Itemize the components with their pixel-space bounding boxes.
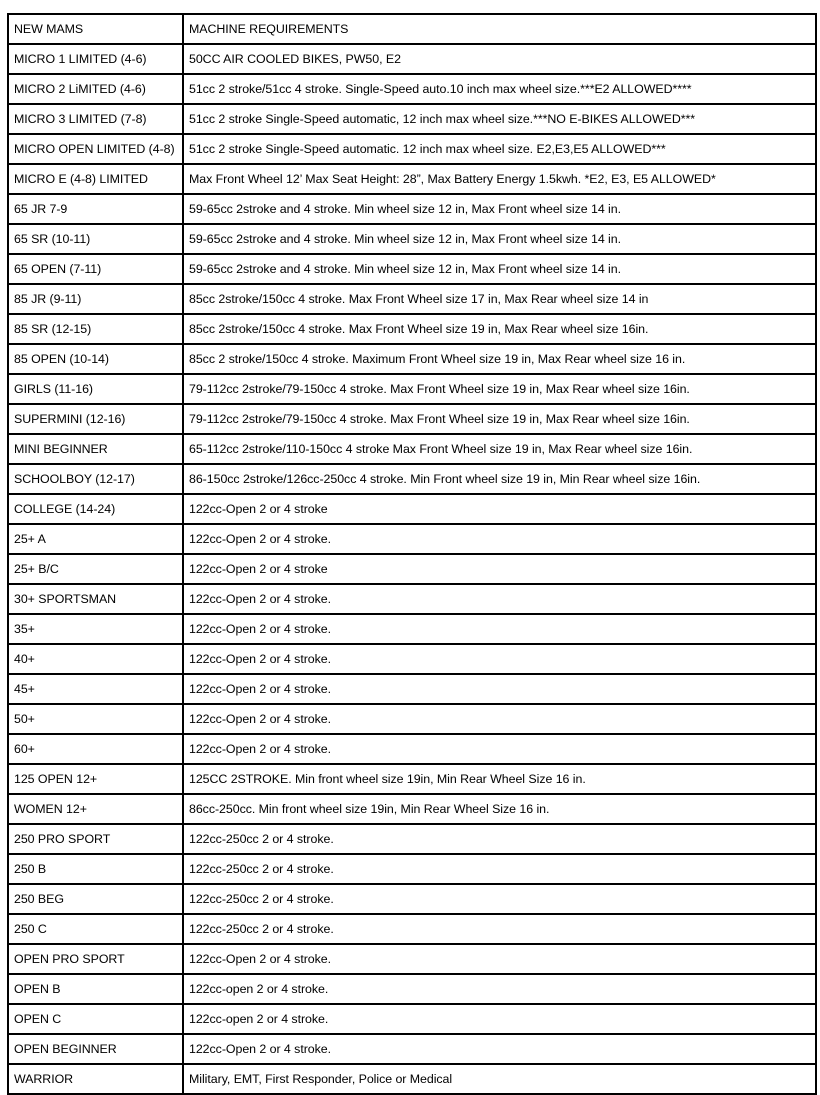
table-row	[8, 1034, 816, 1064]
cell-category: 35+	[8, 614, 183, 644]
cell-category: MICRO OPEN LIMITED (4-8)	[8, 134, 183, 164]
column-header-category: NEW MAMS	[8, 14, 183, 44]
cell-category: 250 BEG	[8, 884, 183, 914]
table-row	[8, 314, 816, 344]
table-row	[8, 164, 816, 194]
cell-requirements: 122cc-Open 2 or 4 stroke.	[183, 944, 816, 974]
table-row	[8, 674, 816, 704]
table-row	[8, 1064, 816, 1094]
table-row	[8, 764, 816, 794]
cell-category: 250 PRO SPORT	[8, 824, 183, 854]
cell-requirements: 50CC AIR COOLED BIKES, PW50, E2	[183, 44, 816, 74]
cell-requirements: 122cc-Open 2 or 4 stroke.	[183, 1034, 816, 1064]
cell-category: GIRLS (11-16)	[8, 374, 183, 404]
cell-category: MICRO E (4-8) LIMITED	[8, 164, 183, 194]
table-row	[8, 434, 816, 464]
table-row	[8, 44, 816, 74]
cell-category: 125 OPEN 12+	[8, 764, 183, 794]
table-row	[8, 74, 816, 104]
cell-requirements: 122cc-Open 2 or 4 stroke.	[183, 674, 816, 704]
cell-category: 50+	[8, 704, 183, 734]
cell-category: 65 OPEN (7-11)	[8, 254, 183, 284]
cell-category: 85 JR (9-11)	[8, 284, 183, 314]
table-header-row	[8, 14, 816, 44]
cell-requirements: 122cc-Open 2 or 4 stroke.	[183, 644, 816, 674]
table-row	[8, 824, 816, 854]
machine-requirements-table	[7, 13, 817, 1095]
table-row	[8, 794, 816, 824]
column-header-requirements: MACHINE REQUIREMENTS	[183, 14, 816, 44]
table-body	[8, 14, 816, 1094]
table-row	[8, 734, 816, 764]
table-row	[8, 974, 816, 1004]
cell-category: MICRO 3 LIMITED (7-8)	[8, 104, 183, 134]
table-row	[8, 104, 816, 134]
cell-category: 85 OPEN (10-14)	[8, 344, 183, 374]
cell-category: MICRO 2 LiMITED (4-6)	[8, 74, 183, 104]
cell-requirements: 122cc-250cc 2 or 4 stroke.	[183, 914, 816, 944]
cell-requirements: 79-112cc 2stroke/79-150cc 4 stroke. Max Front Wheel size 19 in, Max Rear wheel size 16in.	[183, 404, 816, 434]
cell-requirements: 122cc-250cc 2 or 4 stroke.	[183, 854, 816, 884]
cell-category: 25+ A	[8, 524, 183, 554]
cell-category: 45+	[8, 674, 183, 704]
cell-category: SUPERMINI (12-16)	[8, 404, 183, 434]
table-row	[8, 914, 816, 944]
cell-requirements: 122cc-250cc 2 or 4 stroke.	[183, 884, 816, 914]
cell-category: 250 C	[8, 914, 183, 944]
cell-category: 65 SR (10-11)	[8, 224, 183, 254]
table-row	[8, 554, 816, 584]
cell-requirements: 85cc 2stroke/150cc 4 stroke. Max Front Wheel size 17 in, Max Rear wheel size 14 in	[183, 284, 816, 314]
cell-category: MINI BEGINNER	[8, 434, 183, 464]
cell-requirements: 59-65cc 2stroke and 4 stroke. Min wheel size 12 in, Max Front wheel size 14 in.	[183, 194, 816, 224]
table-row	[8, 584, 816, 614]
cell-requirements: 122cc-Open 2 or 4 stroke.	[183, 584, 816, 614]
cell-category: MICRO 1 LIMITED (4-6)	[8, 44, 183, 74]
cell-requirements: 122cc-Open 2 or 4 stroke.	[183, 524, 816, 554]
table-row	[8, 524, 816, 554]
cell-requirements: 85cc 2 stroke/150cc 4 stroke. Maximum Front Wheel size 19 in, Max Rear wheel size 16 in.	[183, 344, 816, 374]
cell-requirements: 122cc-Open 2 or 4 stroke	[183, 494, 816, 524]
cell-requirements: 125CC 2STROKE. Min front wheel size 19in, Min Rear Wheel Size 16 in.	[183, 764, 816, 794]
cell-requirements: 122cc-Open 2 or 4 stroke.	[183, 614, 816, 644]
cell-requirements: 122cc-open 2 or 4 stroke.	[183, 1004, 816, 1034]
cell-requirements: 86cc-250cc. Min front wheel size 19in, Min Rear Wheel Size 16 in.	[183, 794, 816, 824]
cell-requirements: 59-65cc 2stroke and 4 stroke. Min wheel size 12 in, Max Front wheel size 14 in.	[183, 224, 816, 254]
cell-requirements: 51cc 2 stroke Single-Speed automatic, 12 inch max wheel size.***NO E-BIKES ALLOWED***	[183, 104, 816, 134]
cell-category: 65 JR 7-9	[8, 194, 183, 224]
cell-requirements: 122cc-Open 2 or 4 stroke.	[183, 704, 816, 734]
table-row	[8, 494, 816, 524]
cell-requirements: Max Front Wheel 12’ Max Seat Height: 28”, Max Battery Energy 1.5kwh. *E2, E3, E5 ALLOWED*	[183, 164, 816, 194]
table-row	[8, 944, 816, 974]
table-row	[8, 224, 816, 254]
cell-category: 85 SR (12-15)	[8, 314, 183, 344]
table-row	[8, 464, 816, 494]
cell-requirements: Military, EMT, First Responder, Police or Medical	[183, 1064, 816, 1094]
table-row	[8, 854, 816, 884]
cell-requirements: 59-65cc 2stroke and 4 stroke. Min wheel size 12 in, Max Front wheel size 14 in.	[183, 254, 816, 284]
table-row	[8, 1004, 816, 1034]
cell-requirements: 85cc 2stroke/150cc 4 stroke. Max Front Wheel size 19 in, Max Rear wheel size 16in.	[183, 314, 816, 344]
table-row	[8, 404, 816, 434]
cell-requirements: 122cc-250cc 2 or 4 stroke.	[183, 824, 816, 854]
cell-requirements: 122cc-open 2 or 4 stroke.	[183, 974, 816, 1004]
table-row	[8, 704, 816, 734]
cell-category: 25+ B/C	[8, 554, 183, 584]
cell-category: 250 B	[8, 854, 183, 884]
cell-category: WOMEN 12+	[8, 794, 183, 824]
cell-category: OPEN PRO SPORT	[8, 944, 183, 974]
cell-requirements: 122cc-Open 2 or 4 stroke.	[183, 734, 816, 764]
cell-requirements: 79-112cc 2stroke/79-150cc 4 stroke. Max Front Wheel size 19 in, Max Rear wheel size 16in.	[183, 374, 816, 404]
cell-category: OPEN BEGINNER	[8, 1034, 183, 1064]
table-row	[8, 254, 816, 284]
table-row	[8, 614, 816, 644]
cell-category: WARRIOR	[8, 1064, 183, 1094]
table-row	[8, 374, 816, 404]
table-row	[8, 644, 816, 674]
cell-requirements: 122cc-Open 2 or 4 stroke	[183, 554, 816, 584]
cell-category: COLLEGE (14-24)	[8, 494, 183, 524]
cell-requirements: 51cc 2 stroke Single-Speed automatic. 12 inch max wheel size. E2,E3,E5 ALLOWED***	[183, 134, 816, 164]
table-row	[8, 194, 816, 224]
cell-category: SCHOOLBOY (12-17)	[8, 464, 183, 494]
cell-requirements: 65-112cc 2stroke/110-150cc 4 stroke Max Front Wheel size 19 in, Max Rear wheel size 16in.	[183, 434, 816, 464]
table-row	[8, 284, 816, 314]
table-row	[8, 344, 816, 374]
table-row	[8, 884, 816, 914]
cell-requirements: 51cc 2 stroke/51cc 4 stroke. Single-Speed auto.10 inch max wheel size.***E2 ALLOWED****	[183, 74, 816, 104]
cell-category: 30+ SPORTSMAN	[8, 584, 183, 614]
table-row	[8, 134, 816, 164]
cell-requirements: 86-150cc 2stroke/126cc-250cc 4 stroke. Min Front wheel size 19 in, Min Rear wheel size 16in.	[183, 464, 816, 494]
cell-category: OPEN B	[8, 974, 183, 1004]
cell-category: OPEN C	[8, 1004, 183, 1034]
cell-category: 60+	[8, 734, 183, 764]
cell-category: 40+	[8, 644, 183, 674]
